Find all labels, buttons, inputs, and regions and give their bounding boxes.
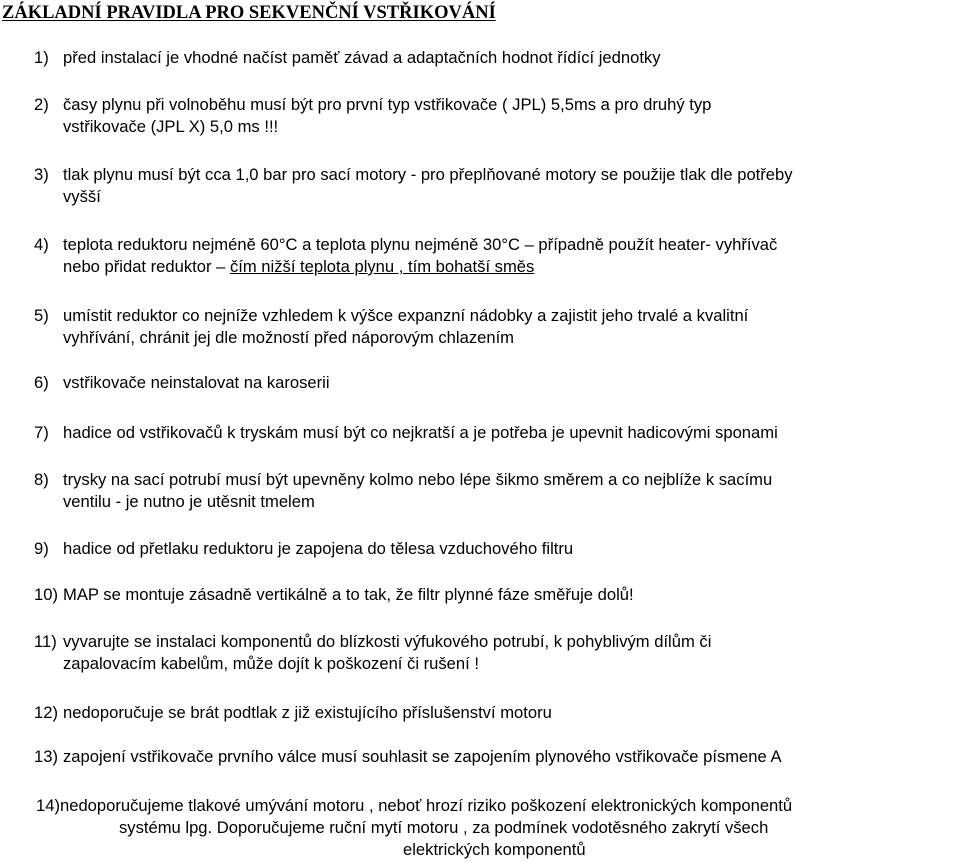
rule-text: časy plynu při volnoběhu musí být pro první typ vstřikovače ( JPL) 5,5ms a pro druhý typ	[63, 95, 712, 114]
rule-text: hadice od vstřikovačů k tryskám musí být co nejkratší a je potřeba je upevnit hadicovými sponami	[63, 423, 778, 442]
rule-number: 9)	[34, 539, 49, 558]
rule-number: 5)	[34, 306, 49, 325]
rule-text-continued: zapalovacím kabelům, může dojít k poškození či rušení !	[63, 654, 479, 673]
rule-2	[34, 94, 960, 138]
rule-text: zapojení vstřikovače prvního válce musí souhlasit se zapojením plynového vstřikovače písmene A	[63, 747, 782, 766]
rule-12	[34, 702, 960, 724]
rule-text: teplota reduktoru nejméně 60°C a teplota plynu nejméně 30°C – případně použít heater- vyhřívač	[63, 235, 778, 254]
rule-text-continued: vstřikovače (JPL X) 5,0 ms !!!	[63, 117, 279, 136]
rule-text: umístit reduktor co nejníže vzhledem k výšce expanzní nádobky a zajistit jeho trvalé a kvalitní	[63, 306, 749, 325]
rule-text-continued: nebo přidat reduktor –	[63, 257, 230, 276]
document-title: ZÁKLADNÍ PRAVIDLA PRO SEKVENČNÍ VSTŘIKOVÁNÍ	[2, 3, 496, 23]
rule-number: 8)	[34, 470, 49, 489]
rule-number: 2)	[34, 95, 49, 114]
rule-number: 7)	[34, 423, 49, 442]
rule-number: 3)	[34, 165, 49, 184]
rule-1	[34, 47, 960, 69]
rule-text-continued: systému lpg. Doporučujeme ruční mytí motoru , za podmínek vodotěsného zakrytí všech	[119, 818, 769, 837]
rule-number: 12)	[34, 703, 58, 722]
rule-text-continued: vyšší	[63, 187, 101, 206]
rule-emphasis-underlined: čím nižší teplota plynu , tím bohatší směs	[229, 257, 535, 276]
rule-text-continued: ventilu - je nutno je utěsnit tmelem	[63, 492, 315, 511]
rule-7	[34, 422, 960, 444]
rule-13	[34, 746, 960, 768]
rule-number: 4)	[34, 235, 49, 254]
rule-6	[34, 372, 960, 394]
rule-number: 14)	[36, 796, 60, 815]
rule-text-continued-2: elektrických komponentů	[403, 840, 586, 859]
rule-text: hadice od přetlaku reduktoru je zapojena do tělesa vzduchového filtru	[63, 539, 574, 558]
rule-text: nedoporučuje se brát podtlak z již existujícího příslušenství motoru	[63, 703, 552, 722]
rule-text: nedoporučujeme tlakové umývání motoru , neboť hrozí riziko poškození elektronických komponentů	[59, 796, 793, 815]
rule-14	[36, 795, 960, 861]
rule-number: 11)	[34, 632, 57, 651]
rule-number: 10)	[34, 585, 58, 604]
rule-text: MAP se montuje zásadně vertikálně a to tak, že filtr plynné fáze směřuje dolů!	[63, 585, 634, 604]
rule-text-continued: vyhřívání, chránit jej dle možností před náporovým chlazením	[63, 328, 515, 347]
rule-9	[34, 538, 960, 560]
rule-4	[34, 234, 960, 278]
rule-10	[34, 584, 960, 606]
rule-8	[34, 469, 960, 513]
rule-number: 13)	[34, 747, 58, 766]
rule-text: tlak plynu musí být cca 1,0 bar pro sací motory - pro přeplňované motory se použije tlak dle potřeby	[63, 165, 793, 184]
rule-number: 6)	[34, 373, 49, 392]
rule-text: před instalací je vhodné načíst paměť závad a adaptačních hodnot řídící jednotky	[63, 48, 661, 67]
rule-3	[34, 164, 960, 208]
rule-text: vstřikovače neinstalovat na karoserii	[63, 373, 330, 392]
rule-11	[34, 631, 960, 675]
rule-text: vyvarujte se instalaci komponentů do blízkosti výfukového potrubí, k pohyblivým dílům či	[63, 632, 712, 651]
rule-text: trysky na sací potrubí musí být upevněny kolmo nebo lépe šikmo směrem a co nejblíže k sacímu	[63, 470, 773, 489]
rule-number: 1)	[34, 48, 49, 67]
rule-5	[34, 305, 960, 349]
